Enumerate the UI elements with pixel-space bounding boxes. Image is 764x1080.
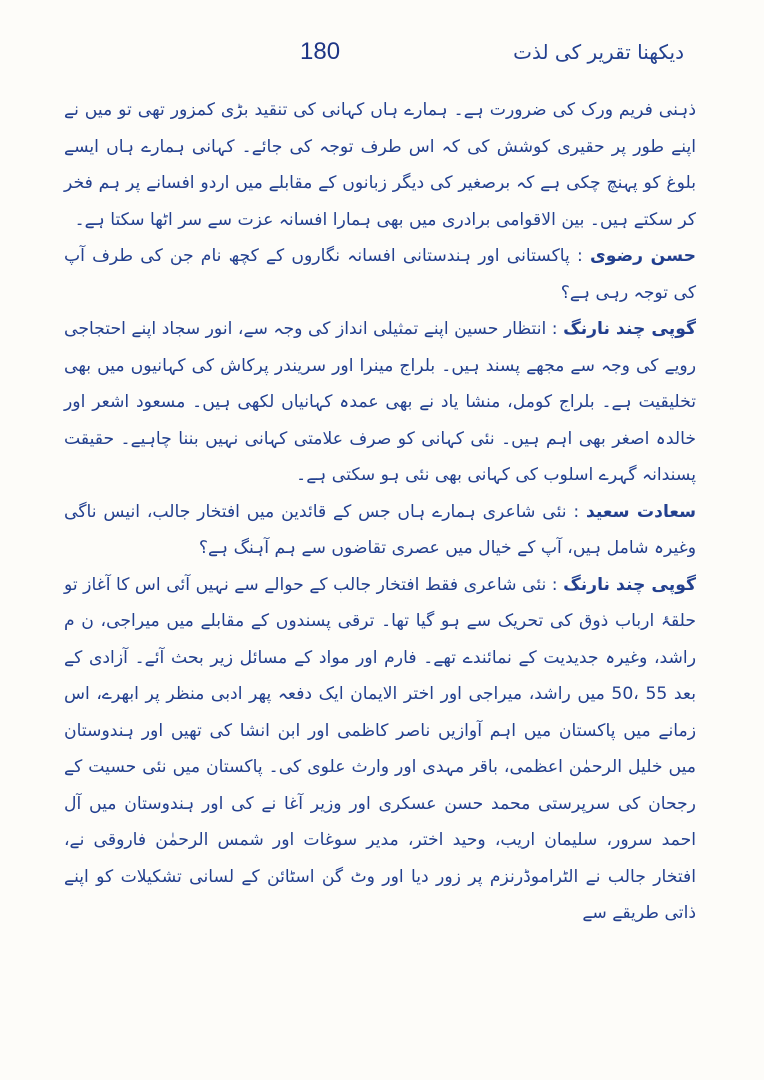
- page-number: 180: [300, 38, 341, 65]
- paragraph-text: انتظار حسین اپنے تمثیلی انداز کی وجہ سے، انور سجاد اپنے احتجاجی رویے کی وجہ سے مجھے پسند ہیں۔ بلراج مینرا اور سریندر پرکاش کی کہانیوں میں بھی تخلیقیت ہے۔ بلراج کومل، منشا یاد نے بھی عمدہ کہانیاں لکھی ہیں۔ مسعود اشعر اور خالدہ اصغر بھی اہم ہیں۔ نئی کہانی کو صرف علامتی کہانی نہیں بننا چاہیے۔ حقیقت پسندانہ گہرے اسلوب کی کہانی بھی نئی ہو سکتی ہے۔: [64, 319, 696, 485]
- page-header: [300, 32, 684, 72]
- paragraph-text: نئی شاعری فقط افتخار جالب کے حوالے سے نہیں آئی اس کا آغاز تو حلقۂ ارباب ذوق کی تحریک سے ہو گیا تھا۔ ترقی پسندوں کے مقابلے میں میراجی، ن م راشد، وغیرہ جدیدیت کے نمائندے تھے۔ فارم اور مواد کے مسائل زیر بحث آئے۔ آزادی کے بعد 55 ،50 میں راشد، میراجی اور اختر الایمان ایک دفعہ پھر ادبی منظر پر ابھرے، اس زمانے میں پاکستان میں اہم آوازیں ناصر کاظمی اور ابن انشا کی تھیں اور ہندوستان میں خلیل الرحمٰن اعظمی، باقر مہدی اور وارث علوی کی۔ پاکستان میں نئی حسیت کے رجحان کی سرپرستی محمد حسن عسکری اور وزیر آغا نے کی اور ہندوستان میں آل احمد سرور، سلیمان اریب، وحید اختر، مدیر سوغات اور شمس الرحمٰن فاروقی نے، افتخار جالب نے الٹراموڈرنزم پر زور دیا اور وٹ گن اسٹائن کے لسانی تشکیلات کو اپنے ذاتی طریقے سے: [64, 574, 696, 923]
- paragraph-intro: [64, 92, 696, 238]
- page-body: [64, 92, 696, 932]
- speaker-name: حسن رضوی: [589, 246, 697, 266]
- paragraph-text: نئی شاعری ہمارے ہاں جس کے قائدین میں افتخار جالب، انیس ناگی وغیرہ شامل ہیں، آپ کے خیال میں عصری تقاضوں سے ہم آہنگ ہے؟: [64, 501, 696, 558]
- paragraph-answer-gopi-chand-narang-2: [64, 567, 696, 932]
- speaker-separator: :: [566, 501, 586, 522]
- paragraph-question-saadat-saeed: [64, 494, 696, 567]
- speaker-name: گوپی چند نارنگ: [563, 574, 696, 595]
- running-title: دیکھنا تقریر کی لذت: [513, 40, 684, 64]
- speaker-name: گوپی چند نارنگ: [563, 319, 696, 339]
- paragraph-text: پاکستانی اور ہندستانی افسانہ نگاروں کے کچھ نام جن کی طرف آپ کی توجہ رہی ہے؟: [64, 246, 696, 303]
- speaker-separator: :: [546, 319, 564, 339]
- speaker-separator: :: [546, 574, 564, 595]
- speaker-name: سعادت سعید: [585, 501, 696, 522]
- speaker-separator: :: [569, 246, 590, 266]
- paragraph-text: ذہنی فریم ورک کی ضرورت ہے۔ ہمارے ہاں کہانی کی تنقید بڑی کمزور تھی تو میں نے اپنے طور پر حقیری کوشش کی کہ اس طرف توجہ کی جائے۔ کہانی ہمارے ہاں ایسے بلوغ کو پہنچ چکی ہے کہ برصغیر کی دیگر زبانوں کے مقابلے میں اردو افسانے پر ہم فخر کر سکتے ہیں۔ بین الاقوامی برادری میں بھی ہمارا افسانہ عزت سے سر اٹھا سکتا ہے۔: [64, 100, 696, 230]
- paragraph-answer-gopi-chand-narang-1: [64, 311, 696, 494]
- paragraph-question-hasan-rizvi: [64, 238, 696, 311]
